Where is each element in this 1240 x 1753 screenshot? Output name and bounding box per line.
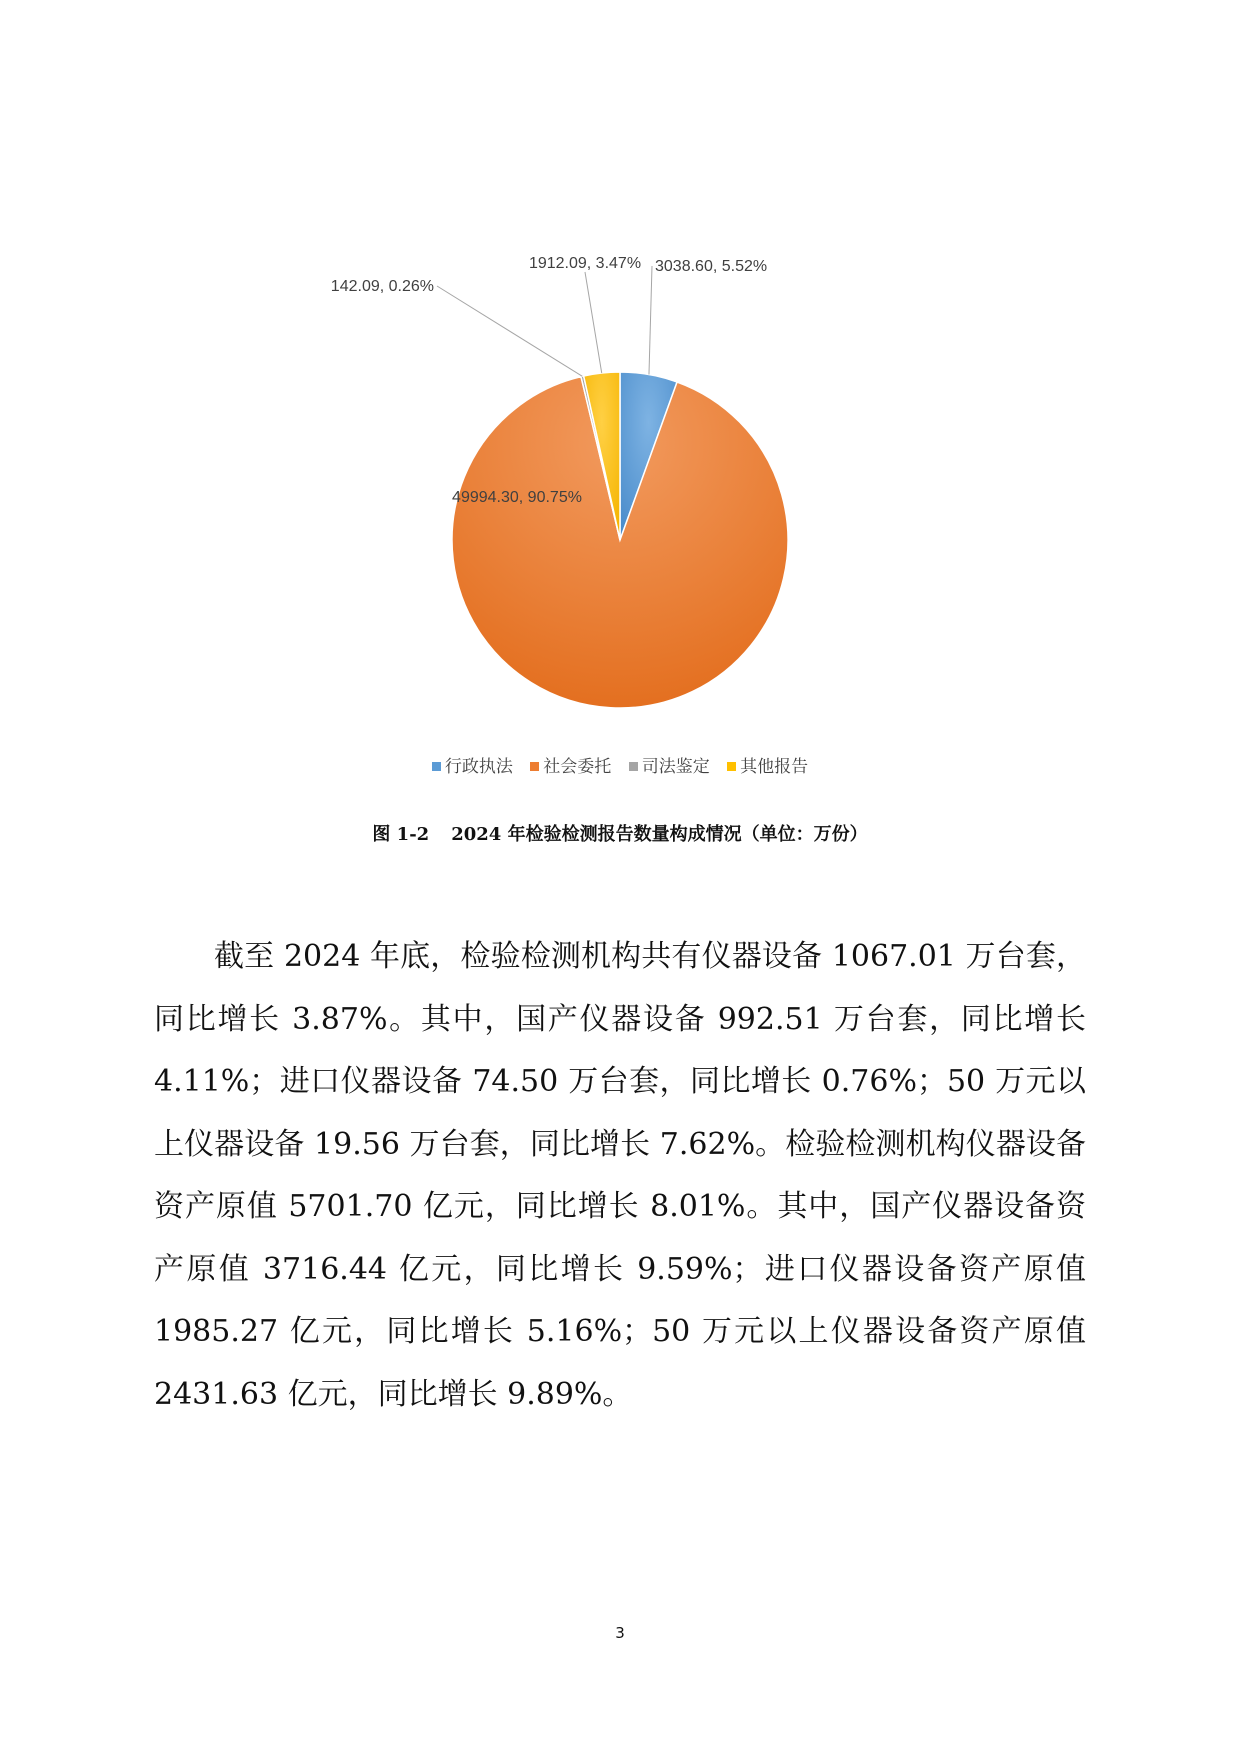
legend-swatch	[432, 762, 441, 771]
body-paragraph: 截至 2024 年底，检验检测机构共有仪器设备 1067.01 万台套，同比增长 3.87%。其中，国产仪器设备 992.51 万台套，同比增长 4.11%；进口仪器设备 74.50 万台套，同比增长 0.76%；50 万元以上仪器设备 19.56 万台套，同比增长 7.62%。检验检测机构仪器设备资产原值 5701.70 亿元，同比增长 8.01%。其中，国产仪器设备资产原值 3716.44 亿元，同比增长 9.59%；进口仪器设备资产原值 1985.27 亿元，同比增长 5.16%；50 万元以上仪器设备资产原值 2431.63 亿元，同比增长 9.89%。	[154, 939, 1086, 1412]
legend-item-judicial	[629, 752, 710, 777]
legend-item-commissioned	[530, 752, 611, 777]
leader-line	[437, 286, 582, 376]
pie-chart-svg	[330, 250, 880, 770]
data-label-judicial: 142.09, 0.26%	[330, 278, 434, 295]
leader-line	[585, 272, 602, 373]
legend-label: 其他报告	[740, 757, 809, 777]
page-number: 3	[615, 1624, 625, 1642]
legend-item-administrative	[432, 752, 513, 777]
figure-caption	[0, 820, 1240, 846]
leader-line	[649, 266, 652, 375]
legend-label: 社会委托	[543, 757, 612, 777]
legend-label: 司法鉴定	[641, 757, 710, 777]
legend-swatch	[530, 762, 539, 771]
legend-item-other	[727, 752, 808, 777]
legend-swatch	[629, 762, 638, 771]
chart-legend	[0, 752, 1240, 777]
figure-title: 2024 年检验检测报告数量构成情况（单位：万份）	[451, 824, 868, 845]
data-label-administrative: 3038.60, 5.52%	[655, 258, 768, 275]
figure-number: 图 1-2	[372, 824, 430, 845]
pie-chart	[330, 255, 880, 800]
legend-label: 行政执法	[444, 757, 513, 777]
legend-swatch	[727, 762, 736, 771]
data-label-other: 1912.09, 3.47%	[528, 255, 642, 272]
data-label-commissioned: 49994.30, 90.75%	[452, 489, 582, 506]
